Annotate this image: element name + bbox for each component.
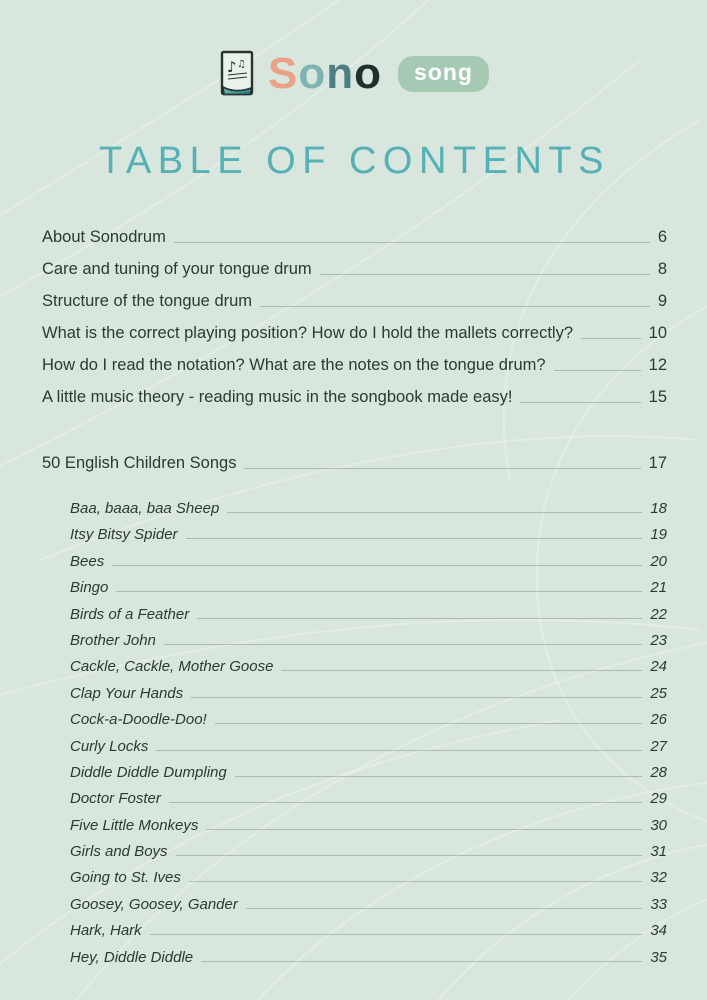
leader-line xyxy=(156,750,642,751)
song-entry-row xyxy=(70,869,667,886)
song-entries-list xyxy=(42,500,667,966)
song-entry-page-number: 27 xyxy=(650,737,667,755)
toc-entry-title: What is the correct playing position? How do I hold the mallets correctly? xyxy=(42,324,573,342)
song-entry-title: Diddle Diddle Dumpling xyxy=(70,763,227,781)
toc-entry-page-number: 9 xyxy=(657,292,667,310)
leader-line xyxy=(320,274,650,275)
svg-text:♪: ♪ xyxy=(227,58,237,76)
leader-line xyxy=(169,802,642,803)
song-entry-row xyxy=(70,606,667,623)
song-entry-title: Cock-a-Doodle-Doo! xyxy=(70,711,207,729)
song-entry-page-number: 34 xyxy=(650,922,667,940)
song-entry-row xyxy=(70,790,667,807)
song-entry-title: Clap Your Hands xyxy=(70,684,184,702)
toc-entry-title: Care and tuning of your tongue drum xyxy=(42,260,312,278)
toc-entry-row xyxy=(42,388,667,407)
leader-line xyxy=(215,723,643,724)
leader-line xyxy=(150,934,643,935)
leader-line xyxy=(189,881,642,882)
toc-entry-row xyxy=(42,324,667,343)
leader-line xyxy=(206,829,642,830)
toc-entry-page-number: 6 xyxy=(657,228,667,246)
svg-text:♫: ♫ xyxy=(237,59,246,70)
song-entry-title: Cackle, Cackle, Mother Goose xyxy=(70,658,274,676)
toc-entry-row xyxy=(42,228,667,247)
leader-line xyxy=(197,618,642,619)
song-entry-page-number: 20 xyxy=(650,552,667,570)
song-entry-row xyxy=(70,579,667,596)
leader-line xyxy=(235,776,643,777)
brand-logo xyxy=(42,0,667,102)
song-entry-page-number: 21 xyxy=(650,579,667,597)
song-entry-title: Five Little Monkeys xyxy=(70,816,199,834)
toc-entry-row xyxy=(42,260,667,279)
song-entry-page-number: 19 xyxy=(650,526,667,544)
toc-entry-row xyxy=(42,356,667,375)
leader-line xyxy=(260,306,650,307)
song-entry-title: Hey, Diddle Diddle xyxy=(70,948,194,966)
toc-entry-page-number: 12 xyxy=(648,356,667,374)
brand-letter: o xyxy=(298,49,327,98)
toc-entry-title: Structure of the tongue drum xyxy=(42,292,253,310)
song-entry-title: Birds of a Feather xyxy=(70,605,190,623)
song-entry-title: Baa, baaa, baa Sheep xyxy=(70,500,220,517)
song-entry-title: Going to St. Ives xyxy=(70,869,181,887)
song-entry-page-number: 26 xyxy=(650,711,667,729)
page-title: TABLE OF CONTENTS xyxy=(99,140,610,182)
brand-letter: n xyxy=(326,49,355,98)
song-entry-page-number: 25 xyxy=(650,684,667,702)
song-entry-title: Itsy Bitsy Spider xyxy=(70,526,178,544)
song-entry-row xyxy=(70,843,667,860)
brand-badge-song: song xyxy=(398,56,489,92)
song-entry-page-number: 23 xyxy=(650,631,667,649)
toc-section-title: 50 English Children Songs xyxy=(42,454,237,472)
leader-line xyxy=(186,538,643,539)
leader-line xyxy=(164,644,642,645)
toc-entry-row xyxy=(42,292,667,311)
song-entry-title: Girls and Boys xyxy=(70,843,168,861)
song-entry-title: Brother John xyxy=(70,631,156,649)
song-entry-title: Goosey, Goosey, Gander xyxy=(70,895,238,913)
song-entry-page-number: 33 xyxy=(650,895,667,913)
leader-line xyxy=(116,591,642,592)
song-entry-page-number: 32 xyxy=(650,869,667,887)
song-entry-row xyxy=(70,658,667,675)
table-of-contents xyxy=(42,228,667,966)
leader-line xyxy=(246,908,642,909)
song-entry-row xyxy=(70,526,667,543)
toc-entry-title: A little music theory - reading music in the songbook made easy! xyxy=(42,388,513,406)
leader-line xyxy=(191,697,642,698)
song-entry-row xyxy=(70,764,667,781)
toc-section-page-number: 17 xyxy=(648,454,667,472)
brand-letter: o xyxy=(354,49,383,98)
song-entry-row xyxy=(70,632,667,649)
song-entry-row xyxy=(70,738,667,755)
song-entry-page-number: 24 xyxy=(650,658,667,676)
toc-entry-title: How do I read the notation? What are the notes on the tongue drum? xyxy=(42,356,546,374)
leader-line xyxy=(581,338,641,339)
leader-line xyxy=(176,855,643,856)
song-entry-title: Hark, Hark xyxy=(70,922,142,940)
leader-line xyxy=(174,242,650,243)
song-entry-page-number: 29 xyxy=(650,790,667,808)
main-entries-list xyxy=(42,228,667,407)
song-entry-title: Bees xyxy=(70,552,105,570)
song-entry-page-number: 28 xyxy=(650,763,667,781)
song-entry-row xyxy=(70,949,667,966)
leader-line xyxy=(554,370,641,371)
song-entry-page-number: 30 xyxy=(650,816,667,834)
toc-entry-title: About Sonodrum xyxy=(42,228,166,246)
leader-line xyxy=(520,402,640,403)
leader-line xyxy=(201,961,642,962)
song-entry-title: Bingo xyxy=(70,579,109,597)
song-entry-row xyxy=(70,817,667,834)
song-entry-page-number: 31 xyxy=(650,843,667,861)
song-entry-row xyxy=(70,553,667,570)
toc-entry-page-number: 8 xyxy=(657,260,667,278)
brand-wordmark xyxy=(268,49,383,98)
song-entry-title: Curly Locks xyxy=(70,737,149,755)
toc-entry-page-number: 10 xyxy=(648,324,667,342)
leader-line xyxy=(281,670,642,671)
leader-line xyxy=(227,512,642,513)
brand-letter: S xyxy=(268,49,299,98)
song-entry-row xyxy=(70,896,667,913)
leader-line xyxy=(244,468,640,469)
toc-section-row xyxy=(42,454,667,473)
song-entry-row xyxy=(70,685,667,702)
song-entry-row xyxy=(70,500,667,517)
music-sheet-icon xyxy=(220,50,254,98)
song-entry-page-number: 18 xyxy=(650,500,667,517)
toc-entry-page-number: 15 xyxy=(648,388,667,406)
song-entry-row xyxy=(70,711,667,728)
song-entry-title: Doctor Foster xyxy=(70,790,161,808)
song-entry-row xyxy=(70,922,667,939)
song-entry-page-number: 35 xyxy=(650,948,667,966)
leader-line xyxy=(112,565,642,566)
song-entry-page-number: 22 xyxy=(650,605,667,623)
